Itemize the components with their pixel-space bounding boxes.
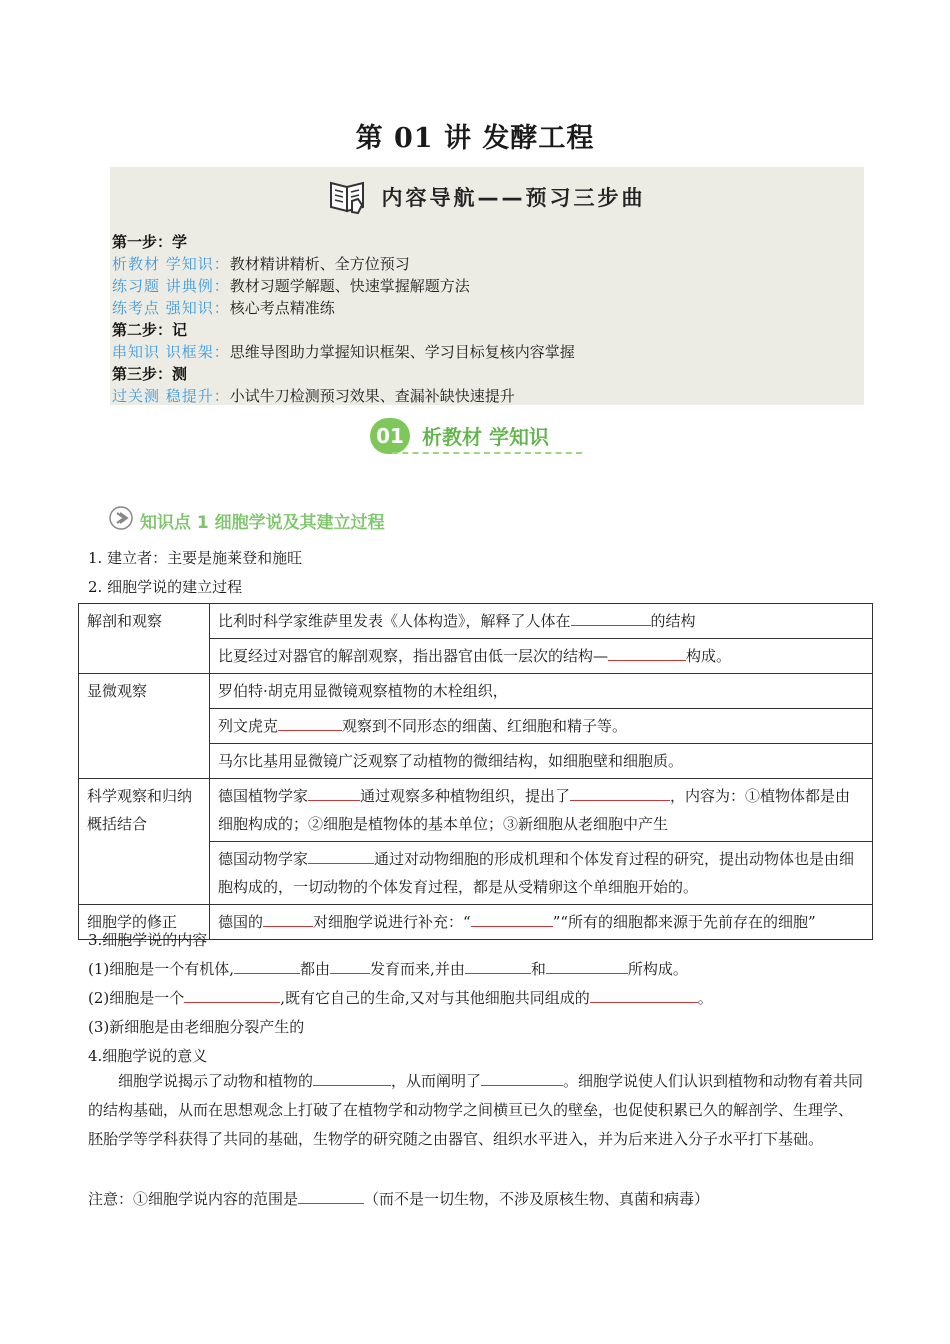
content-cell: 马尔比基用显微镜广泛观察了动植物的微细结构，如细胞壁和细胞质。 bbox=[210, 744, 873, 779]
arrow-circle-icon bbox=[108, 505, 134, 535]
section-number-badge: 01 bbox=[370, 418, 410, 454]
fill-blank[interactable] bbox=[298, 1189, 364, 1204]
fill-blank[interactable] bbox=[234, 959, 300, 974]
founders-line: 1. 建立者：主要是施莱登和施旺 bbox=[88, 549, 303, 567]
content-cell: 比利时科学家维萨里发表《人体构造》，解释了人体在 的结构 bbox=[210, 604, 873, 639]
fill-blank[interactable] bbox=[313, 1071, 391, 1086]
process-heading: 2. 细胞学说的建立过程 bbox=[88, 578, 243, 596]
significance-paragraph: 细胞学说揭示了动物和植物的 ，从而阐明了 。细胞学说使人们认识到植物和动物有着共同的结构基础，从而在思想观念上打破了在植物学和动物学之间横亘已久的壁垒，也促使积累已久的解剖学、生理学、胚胎学等学科获得了共同的基础，生物学的研究随之由器官、组织水平进入，并为后来进入分子水平打下基础。 bbox=[88, 1072, 864, 1148]
table-row bbox=[79, 779, 873, 842]
fill-blank[interactable] bbox=[590, 988, 698, 1003]
nav-item: 串知识 识框架：思维导图助力掌握知识框架、学习目标复核内容掌握 bbox=[112, 343, 575, 361]
content-cell: 德国的 对细胞学说进行补充：“ ”“所有的细胞都来源于先前存在的细胞” bbox=[210, 905, 873, 940]
category-cell: 科学观察和归纳概括结合 bbox=[79, 779, 210, 905]
fill-blank[interactable] bbox=[571, 611, 651, 626]
content-cell: 比夏经过对器官的解剖观察，指出器官由低一层次的结构— 构成。 bbox=[210, 639, 873, 674]
step3-title: 第三步：测 bbox=[112, 365, 188, 383]
content-cell: 列文虎克 观察到不同形态的细菌、红细胞和精子等。 bbox=[210, 709, 873, 744]
nav-header bbox=[110, 175, 864, 215]
table-row bbox=[79, 674, 873, 709]
fill-blank[interactable] bbox=[278, 716, 342, 731]
nav-item: 过关测 稳提升：小试牛刀检测预习效果、查漏补缺快速提升 bbox=[112, 387, 515, 405]
significance-heading: 4.细胞学说的意义 bbox=[88, 1047, 208, 1065]
fill-blank[interactable] bbox=[570, 786, 670, 801]
book-hand-icon bbox=[328, 175, 370, 219]
fill-blank[interactable] bbox=[263, 912, 313, 927]
category-cell: 显微观察 bbox=[79, 674, 210, 779]
fill-blank[interactable] bbox=[608, 646, 686, 661]
fill-blank[interactable] bbox=[471, 912, 553, 927]
content-cell: 德国植物学家 通过观察多种植物组织，提出了 ，内容为：①植物体都是由细胞构成的；②细胞是植物体的基本单位；③新细胞从老细胞中产生 bbox=[210, 779, 873, 842]
content-navigation-box bbox=[110, 167, 864, 405]
nav-item: 练习题 讲典例：教材习题学解题、快速掌握解题方法 bbox=[112, 277, 470, 295]
category-cell: 解剖和观察 bbox=[79, 604, 210, 674]
nav-steps bbox=[112, 231, 575, 407]
nav-header-title: 内容导航——预习三步曲 bbox=[381, 186, 646, 210]
note-line: 注意：①细胞学说内容的范围是 （而不是一切生物，不涉及原核生物、真菌和病毒） bbox=[88, 1190, 710, 1208]
banner-dashed-underline bbox=[392, 452, 582, 454]
fill-blank[interactable] bbox=[330, 959, 370, 974]
content-cell: 罗伯特·胡克用显微镜观察植物的木栓组织， bbox=[210, 674, 873, 709]
fill-blank[interactable] bbox=[184, 988, 280, 1003]
fill-blank[interactable] bbox=[546, 959, 628, 974]
page-title: 第 01 讲 发酵工程 bbox=[355, 123, 595, 154]
fill-blank[interactable] bbox=[465, 959, 531, 974]
content-heading: 3.细胞学说的内容 bbox=[88, 931, 208, 949]
history-table bbox=[78, 603, 873, 940]
step2-title: 第二步：记 bbox=[112, 321, 188, 339]
nav-item: 析教材 学知识：教材精讲精析、全方位预习 bbox=[112, 255, 410, 273]
table-row bbox=[79, 604, 873, 639]
content-cell: 德国动物学家 通过对动物细胞的形成机理和个体发育过程的研究，提出动物体也是由细胞构成的，一切动物的个体发育过程，都是从受精卵这个单细胞开始的。 bbox=[210, 842, 873, 905]
fill-blank[interactable] bbox=[308, 786, 360, 801]
content-item-2: (2)细胞是一个 ,既有它自己的生命,又对与其他细胞共同组成的 。 bbox=[88, 989, 713, 1007]
fill-blank[interactable] bbox=[481, 1071, 563, 1086]
step1-title: 第一步：学 bbox=[112, 233, 188, 251]
content-item-1: (1)细胞是一个有机体, 都由 发育而来,并由 和 所构成。 bbox=[88, 960, 688, 978]
content-item-3: (3)新细胞是由老细胞分裂产生的 bbox=[88, 1018, 305, 1036]
section-banner-title: 析教材 学知识 bbox=[422, 425, 549, 449]
nav-item: 练考点 强知识：核心考点精准练 bbox=[112, 299, 335, 317]
knowledge-point-title: 知识点 1 细胞学说及其建立过程 bbox=[140, 513, 385, 533]
fill-blank[interactable] bbox=[308, 849, 374, 864]
category-cell: 细胞学的修正 bbox=[79, 905, 210, 940]
